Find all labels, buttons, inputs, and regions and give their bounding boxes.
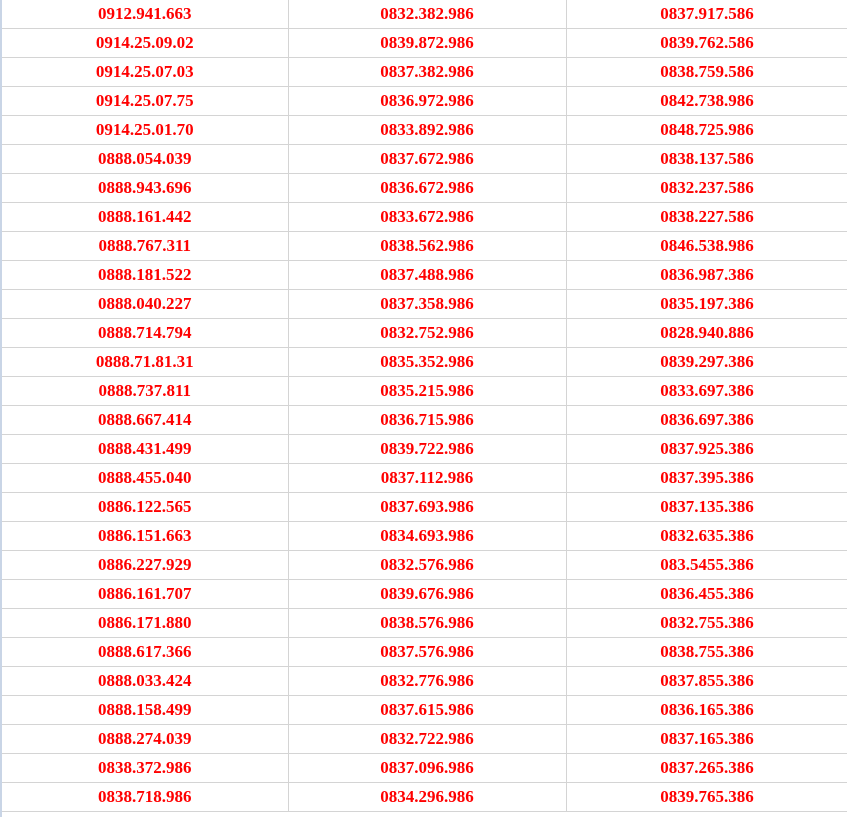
table-row: [2, 29, 847, 58]
cell-r4-c2[interactable]: 0836.972.986: [288, 87, 566, 116]
cell-r23-c1[interactable]: 0888.617.366: [2, 638, 288, 667]
cell-r8-c2[interactable]: 0833.672.986: [288, 203, 566, 232]
table-row: [2, 87, 847, 116]
cell-r9-c1[interactable]: 0888.767.311: [2, 232, 288, 261]
cell-r14-c1[interactable]: 0888.737.811: [2, 377, 288, 406]
cell-r20-c2[interactable]: 0832.576.986: [288, 551, 566, 580]
cell-r18-c3[interactable]: 0837.135.386: [566, 493, 847, 522]
table-row: [2, 232, 847, 261]
table-row: [2, 667, 847, 696]
table-row: [2, 464, 847, 493]
cell-r20-c1[interactable]: 0886.227.929: [2, 551, 288, 580]
table-row: [2, 261, 847, 290]
phone-number-table: [2, 0, 847, 812]
cell-r16-c1[interactable]: 0888.431.499: [2, 435, 288, 464]
cell-r5-c2[interactable]: 0833.892.986: [288, 116, 566, 145]
cell-r9-c3[interactable]: 0846.538.986: [566, 232, 847, 261]
cell-r2-c3[interactable]: 0839.762.586: [566, 29, 847, 58]
table-row: [2, 609, 847, 638]
table-row: [2, 174, 847, 203]
cell-r19-c2[interactable]: 0834.693.986: [288, 522, 566, 551]
cell-r28-c1[interactable]: 0838.718.986: [2, 783, 288, 812]
cell-r10-c3[interactable]: 0836.987.386: [566, 261, 847, 290]
table-row: [2, 203, 847, 232]
cell-r4-c3[interactable]: 0842.738.986: [566, 87, 847, 116]
cell-r15-c2[interactable]: 0836.715.986: [288, 406, 566, 435]
cell-r12-c2[interactable]: 0832.752.986: [288, 319, 566, 348]
table-row: [2, 638, 847, 667]
cell-r11-c1[interactable]: 0888.040.227: [2, 290, 288, 319]
cell-r9-c2[interactable]: 0838.562.986: [288, 232, 566, 261]
cell-r1-c2[interactable]: 0832.382.986: [288, 0, 566, 29]
cell-r6-c2[interactable]: 0837.672.986: [288, 145, 566, 174]
cell-r25-c3[interactable]: 0836.165.386: [566, 696, 847, 725]
cell-r12-c1[interactable]: 0888.714.794: [2, 319, 288, 348]
table-row: [2, 406, 847, 435]
cell-r18-c2[interactable]: 0837.693.986: [288, 493, 566, 522]
table-row: [2, 290, 847, 319]
table-row: [2, 580, 847, 609]
cell-r24-c2[interactable]: 0832.776.986: [288, 667, 566, 696]
cell-r12-c3[interactable]: 0828.940.886: [566, 319, 847, 348]
cell-r5-c1[interactable]: 0914.25.01.70: [2, 116, 288, 145]
cell-r3-c1[interactable]: 0914.25.07.03: [2, 58, 288, 87]
table-row: [2, 348, 847, 377]
cell-r26-c2[interactable]: 0832.722.986: [288, 725, 566, 754]
table-row: [2, 551, 847, 580]
cell-r23-c3[interactable]: 0838.755.386: [566, 638, 847, 667]
cell-r6-c1[interactable]: 0888.054.039: [2, 145, 288, 174]
table-row: [2, 522, 847, 551]
cell-r22-c3[interactable]: 0832.755.386: [566, 609, 847, 638]
cell-r16-c3[interactable]: 0837.925.386: [566, 435, 847, 464]
cell-r14-c3[interactable]: 0833.697.386: [566, 377, 847, 406]
cell-r7-c2[interactable]: 0836.672.986: [288, 174, 566, 203]
table-row: [2, 754, 847, 783]
cell-r22-c2[interactable]: 0838.576.986: [288, 609, 566, 638]
cell-r18-c1[interactable]: 0886.122.565: [2, 493, 288, 522]
cell-r14-c2[interactable]: 0835.215.986: [288, 377, 566, 406]
cell-r26-c1[interactable]: 0888.274.039: [2, 725, 288, 754]
table-row: [2, 435, 847, 464]
cell-r17-c1[interactable]: 0888.455.040: [2, 464, 288, 493]
table-row: [2, 116, 847, 145]
cell-r13-c3[interactable]: 0839.297.386: [566, 348, 847, 377]
cell-r13-c1[interactable]: 0888.71.81.31: [2, 348, 288, 377]
table-body: [2, 0, 847, 812]
cell-r11-c2[interactable]: 0837.358.986: [288, 290, 566, 319]
cell-r10-c2[interactable]: 0837.488.986: [288, 261, 566, 290]
cell-r13-c2[interactable]: 0835.352.986: [288, 348, 566, 377]
cell-r24-c1[interactable]: 0888.033.424: [2, 667, 288, 696]
cell-r5-c3[interactable]: 0848.725.986: [566, 116, 847, 145]
cell-r25-c2[interactable]: 0837.615.986: [288, 696, 566, 725]
table-row: [2, 493, 847, 522]
table-row: [2, 696, 847, 725]
cell-r20-c3[interactable]: 083.5455.386: [566, 551, 847, 580]
cell-r19-c1[interactable]: 0886.151.663: [2, 522, 288, 551]
table-row: [2, 0, 847, 29]
cell-r6-c3[interactable]: 0838.137.586: [566, 145, 847, 174]
cell-r15-c1[interactable]: 0888.667.414: [2, 406, 288, 435]
cell-r25-c1[interactable]: 0888.158.499: [2, 696, 288, 725]
cell-r17-c2[interactable]: 0837.112.986: [288, 464, 566, 493]
cell-r3-c2[interactable]: 0837.382.986: [288, 58, 566, 87]
cell-r11-c3[interactable]: 0835.197.386: [566, 290, 847, 319]
cell-r28-c3[interactable]: 0839.765.386: [566, 783, 847, 812]
cell-r2-c2[interactable]: 0839.872.986: [288, 29, 566, 58]
cell-r10-c1[interactable]: 0888.181.522: [2, 261, 288, 290]
cell-r26-c3[interactable]: 0837.165.386: [566, 725, 847, 754]
cell-r7-c1[interactable]: 0888.943.696: [2, 174, 288, 203]
cell-r19-c3[interactable]: 0832.635.386: [566, 522, 847, 551]
cell-r21-c2[interactable]: 0839.676.986: [288, 580, 566, 609]
cell-r27-c3[interactable]: 0837.265.386: [566, 754, 847, 783]
cell-r24-c3[interactable]: 0837.855.386: [566, 667, 847, 696]
cell-r15-c3[interactable]: 0836.697.386: [566, 406, 847, 435]
cell-r27-c2[interactable]: 0837.096.986: [288, 754, 566, 783]
cell-r21-c1[interactable]: 0886.161.707: [2, 580, 288, 609]
table-row: [2, 783, 847, 812]
cell-r4-c1[interactable]: 0914.25.07.75: [2, 87, 288, 116]
cell-r27-c1[interactable]: 0838.372.986: [2, 754, 288, 783]
cell-r2-c1[interactable]: 0914.25.09.02: [2, 29, 288, 58]
cell-r23-c2[interactable]: 0837.576.986: [288, 638, 566, 667]
cell-r28-c2[interactable]: 0834.296.986: [288, 783, 566, 812]
cell-r3-c3[interactable]: 0838.759.586: [566, 58, 847, 87]
table-row: [2, 319, 847, 348]
table-row: [2, 725, 847, 754]
table-row: [2, 58, 847, 87]
cell-r16-c2[interactable]: 0839.722.986: [288, 435, 566, 464]
cell-r7-c3[interactable]: 0832.237.586: [566, 174, 847, 203]
table-row: [2, 377, 847, 406]
cell-r8-c1[interactable]: 0888.161.442: [2, 203, 288, 232]
cell-r8-c3[interactable]: 0838.227.586: [566, 203, 847, 232]
cell-r21-c3[interactable]: 0836.455.386: [566, 580, 847, 609]
table-row: [2, 145, 847, 174]
cell-r1-c1[interactable]: 0912.941.663: [2, 0, 288, 29]
cell-r1-c3[interactable]: 0837.917.586: [566, 0, 847, 29]
cell-r22-c1[interactable]: 0886.171.880: [2, 609, 288, 638]
cell-r17-c3[interactable]: 0837.395.386: [566, 464, 847, 493]
